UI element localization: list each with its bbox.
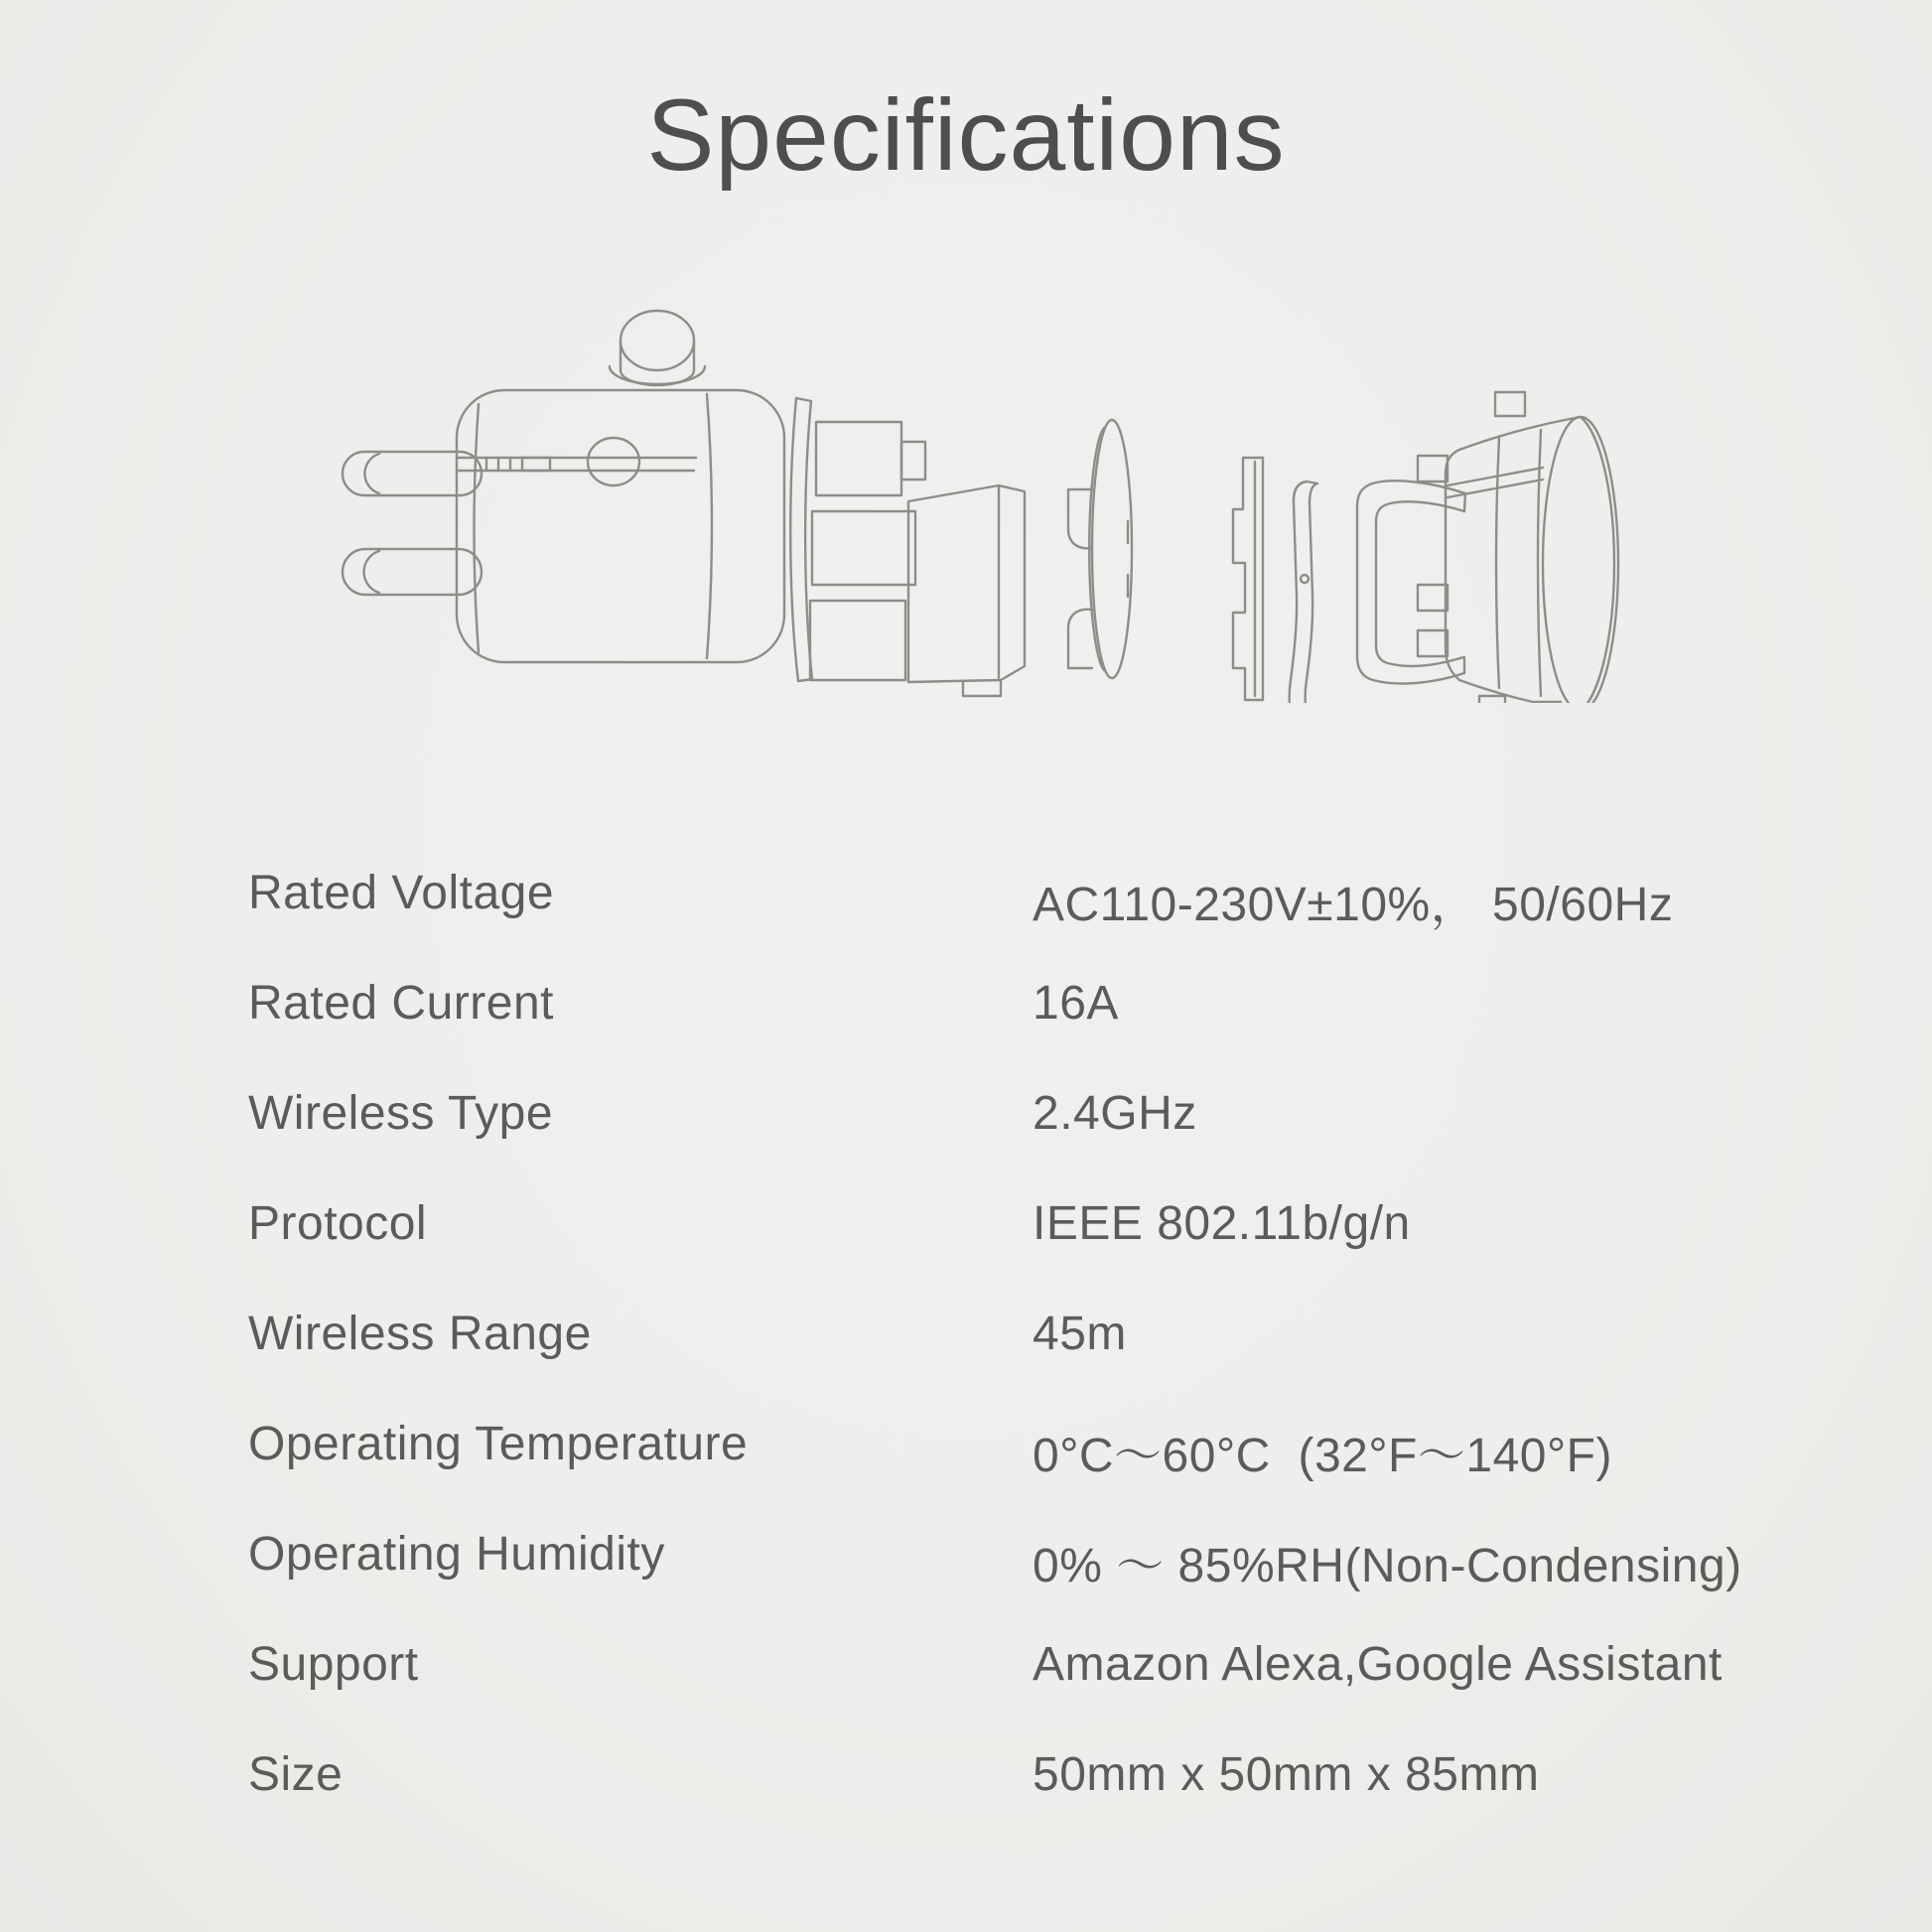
spec-label: Wireless Type — [248, 1087, 554, 1140]
mounting-bracket-icon — [1357, 481, 1465, 683]
relay-box-icon — [908, 485, 1025, 696]
spec-row-support — [248, 1637, 1737, 1747]
spec-value: 0% ～ 85%RH(Non-Condensing) — [1033, 1540, 1742, 1592]
page-title: Specifications — [646, 78, 1286, 192]
plug-button-icon — [610, 311, 705, 385]
spec-label: Operating Humidity — [248, 1528, 665, 1581]
spec-value: 0°C～60°C (32°F～140°F) — [1033, 1430, 1612, 1482]
spec-label: Support — [248, 1638, 419, 1691]
plug-pins-icon — [343, 452, 482, 595]
socket-face-shell-icon — [1418, 392, 1618, 703]
spec-row-wireless-range — [248, 1307, 1737, 1417]
spec-value: Amazon Alexa,Google Assistant — [1033, 1638, 1723, 1691]
pcb-plate-right-icon — [1290, 482, 1317, 703]
spec-value: 45m — [1033, 1308, 1127, 1360]
spec-row-size — [248, 1747, 1737, 1858]
spec-value: IEEE 802.11b/g/n — [1033, 1197, 1411, 1250]
spec-label: Size — [248, 1748, 344, 1801]
spec-label: Rated Current — [248, 977, 554, 1030]
spec-value: 50mm x 50mm x 85mm — [1033, 1748, 1540, 1801]
spec-value: AC110-230V±10%， 50/60Hz — [1033, 879, 1674, 931]
spec-row-rated-current — [248, 976, 1737, 1086]
spec-value: 16A — [1033, 977, 1119, 1030]
spec-label: Wireless Range — [248, 1308, 592, 1360]
plug-shell-icon — [457, 390, 784, 662]
spec-label: Rated Voltage — [248, 867, 555, 919]
spec-row-rated-voltage — [248, 866, 1737, 976]
spec-table — [248, 866, 1742, 1858]
spec-row-wireless-type — [248, 1086, 1737, 1196]
spec-row-operating-temperature — [248, 1417, 1737, 1527]
spec-row-protocol — [248, 1196, 1737, 1307]
spec-row-operating-humidity — [248, 1527, 1742, 1637]
indicator-hole-icon — [588, 438, 639, 485]
spec-value: 2.4GHz — [1033, 1087, 1197, 1140]
pcb-plate-left-icon — [1233, 458, 1263, 700]
internal-frame-disc-icon — [1068, 420, 1132, 678]
spec-label: Operating Temperature — [248, 1418, 749, 1470]
terminal-stack-icon — [790, 398, 925, 681]
smart-plug-exploded-view-illustration — [328, 276, 1638, 703]
spec-label: Protocol — [248, 1197, 428, 1250]
